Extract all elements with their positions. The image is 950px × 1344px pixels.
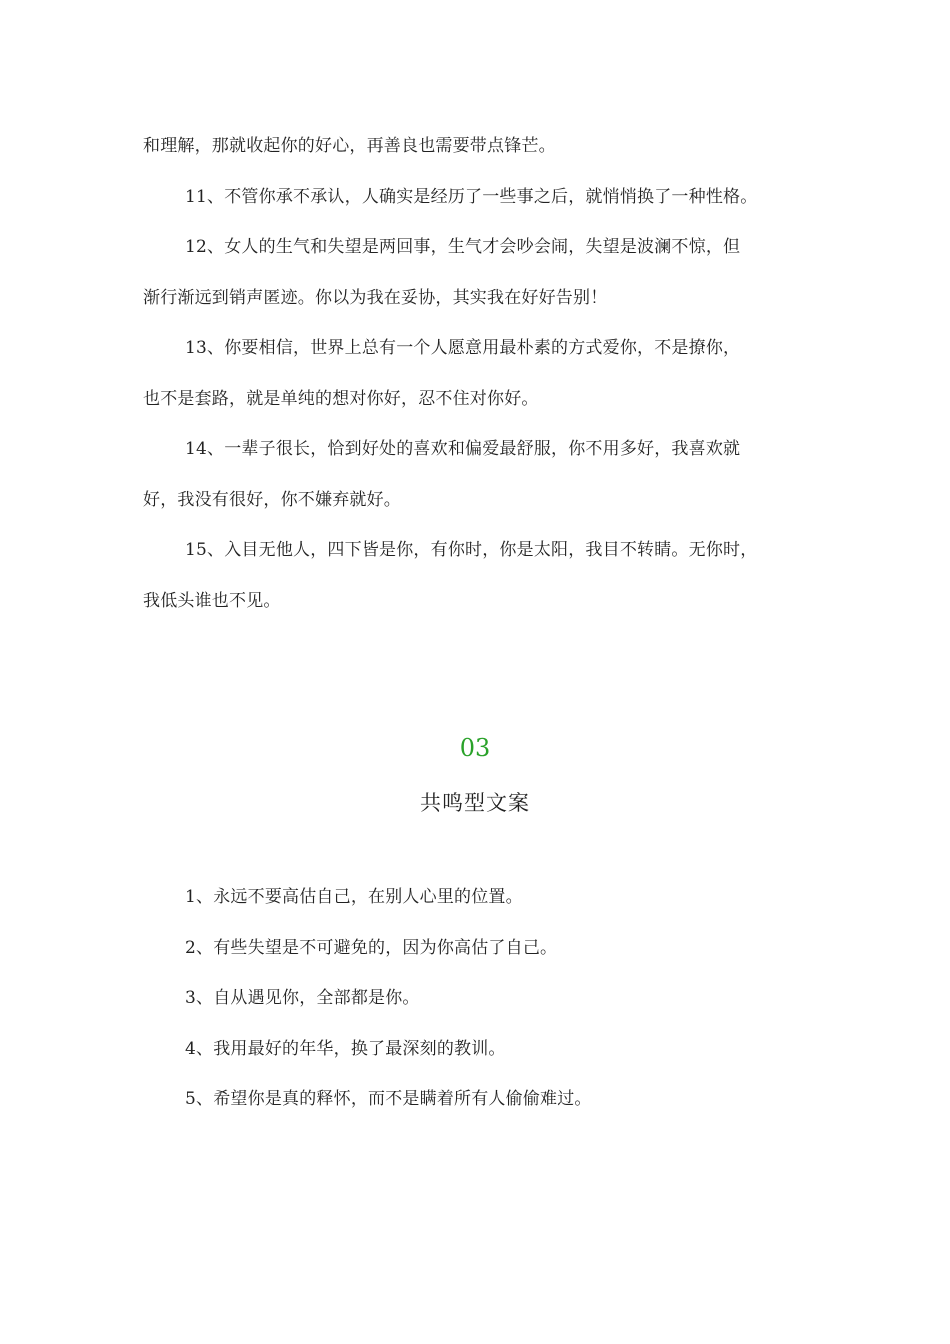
- list-item: 5、希望你是真的释怀，而不是瞒着所有人偷偷难过。: [185, 1089, 592, 1109]
- paragraph-line: 13、你要相信，世界上总有一个人愿意用最朴素的方式爱你，不是撩你，: [185, 338, 741, 358]
- list-item: 1、永远不要高估自己，在别人心里的位置。: [185, 887, 523, 907]
- paragraph-line: 也不是套路，就是单纯的想对你好，忍不住对你好。: [143, 388, 539, 409]
- section-number: 03: [459, 734, 491, 762]
- paragraph-line: 我低头谁也不见。: [143, 590, 281, 611]
- list-item: 4、我用最好的年华，换了最深刻的教训。: [185, 1038, 506, 1059]
- section-title: 共鸣型文案: [420, 791, 530, 815]
- paragraph-line: 渐行渐远到销声匿迹。你以为我在妥协，其实我在好好告别！: [143, 287, 608, 308]
- paragraph-line: 12、女人的生气和失望是两回事，生气才会吵会闹，失望是波澜不惊，但: [185, 237, 741, 257]
- section-quotes-list: [143, 872, 815, 1125]
- paragraph-line: 15、入目无他人，四下皆是你，有你时，你是太阳，我目不转睛。无你时，: [185, 540, 758, 560]
- paragraph-line: 和理解，那就收起你的好心，再善良也需要带点锋芒。: [143, 136, 556, 156]
- list-item: 3、自从遇见你，全部都是你。: [185, 988, 420, 1008]
- paragraph-line: 好，我没有很好，你不嫌弃就好。: [143, 489, 401, 510]
- continued-quotes-block: [143, 121, 815, 626]
- list-item: 2、有些失望是不可避免的，因为你高估了自己。: [185, 937, 558, 958]
- paragraph-line: 11、不管你承不承认，人确实是经历了一些事之后，就悄悄换了一种性格。: [185, 186, 758, 207]
- paragraph-line: 14、一辈子很长，恰到好处的喜欢和偏爱最舒服，你不用多好，我喜欢就: [185, 439, 741, 459]
